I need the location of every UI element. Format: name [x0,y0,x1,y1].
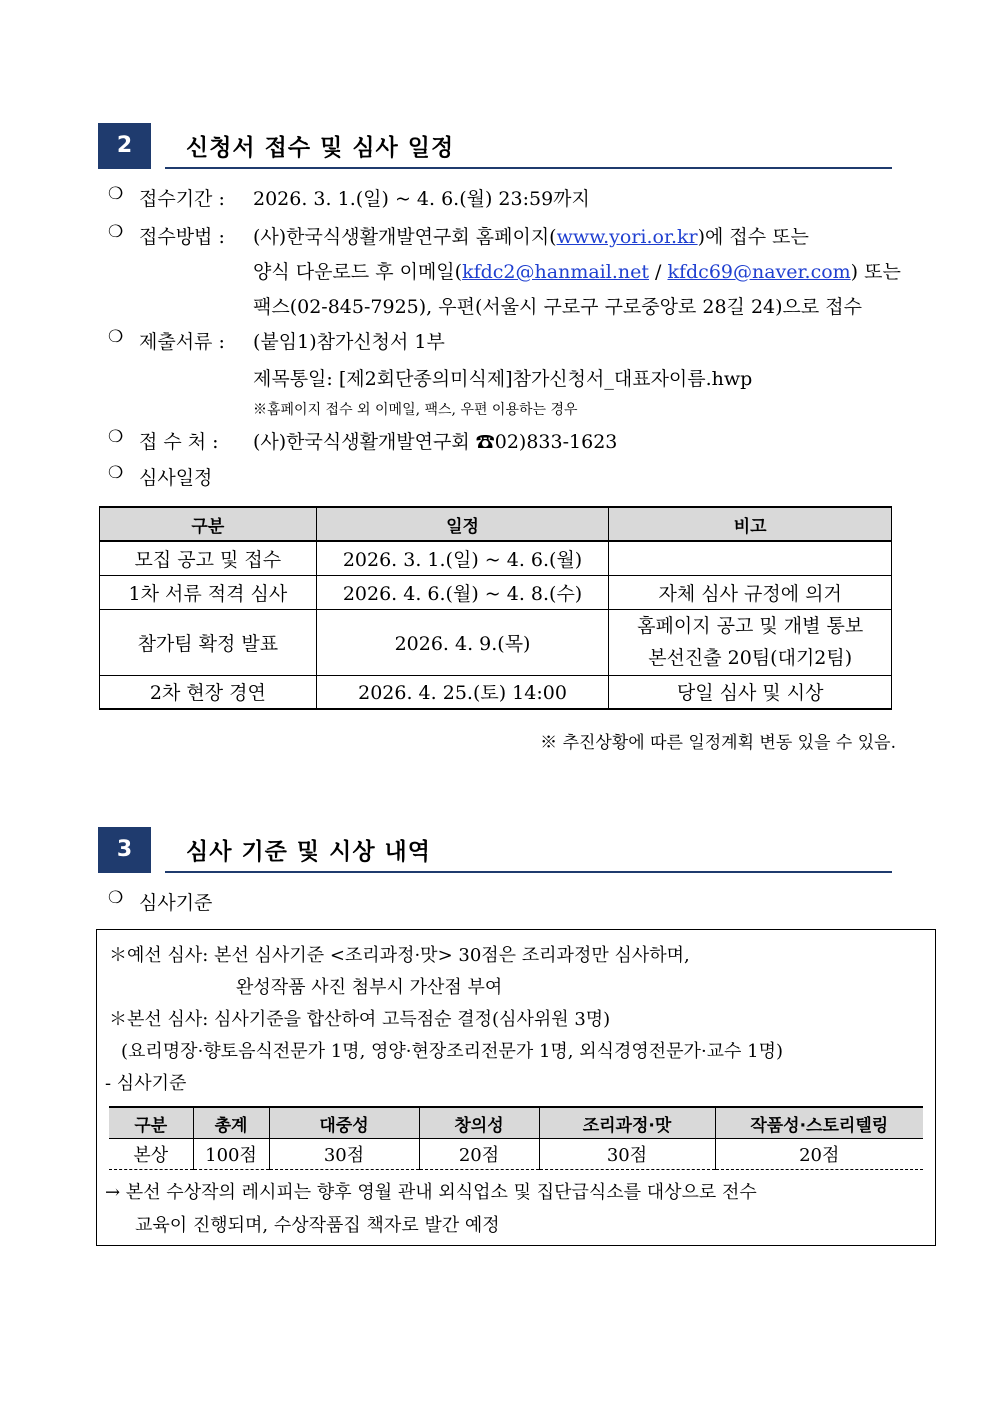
method-line-3: 팩스(02-845-7925), 우편(서울시 구로구 구로중앙로 28길 24)으로 접수 [253,296,862,318]
table-cell: 30점 [269,1139,419,1170]
table-cell: 2차 현장 경연 [100,675,317,709]
table-row [109,1139,923,1170]
header-cell: 구분 [100,507,317,541]
bullet-circle: ❍ [108,327,124,347]
section-underline [165,871,892,873]
table-cell: 본상 [109,1139,193,1170]
box-line-recipe-2: 교육이 진행되며, 수상작품집 책자로 발간 예정 [135,1215,500,1236]
table-cell: 20점 [419,1139,539,1170]
table-cell: 2026. 4. 6.(월) ~ 4. 8.(수) [316,575,609,609]
table-cell: 30점 [539,1139,715,1170]
box-line-prelim: ＊예선 심사: 본선 심사기준 <조리과정·맛> 30점은 조리과정만 심사하며, [109,945,690,966]
table-cell: 2026. 4. 9.(목) [316,609,609,675]
header-cell: 총계 [193,1107,269,1139]
section-underline [165,167,892,169]
header-cell: 작품성·스토리텔링 [715,1107,923,1139]
table-row [100,541,892,575]
table-cell [609,541,892,575]
table-cell: 1차 서류 적격 심사 [100,575,317,609]
table-header-row [109,1107,923,1139]
bullet-circle: ❍ [108,888,124,908]
method-label: 접수방법 : [139,226,225,248]
section-title: 심사 기준 및 시상 내역 [186,839,431,865]
header-cell: 구분 [109,1107,193,1139]
table-row [100,675,892,709]
bullet-circle: ❍ [108,463,124,483]
table-cell: 모집 공고 및 접수 [100,541,317,575]
table-cell: 100점 [193,1139,269,1170]
header-cell: 조리과정·맛 [539,1107,715,1139]
docs-line-1: (붙임1)참가신청서 1부 [253,331,445,353]
header-cell: 일정 [316,507,609,541]
table-cell: 홈페이지 공고 및 개별 통보 본선진출 20팀(대기2팀) [609,609,892,675]
bullet-circle: ❍ [108,427,124,447]
box-line-prelim-2: 완성작품 사진 첨부시 가산점 부여 [236,977,503,998]
table-cell: 20점 [715,1139,923,1170]
section-number: 2 [98,123,151,169]
period-value: 2026. 3. 1.(일) ~ 4. 6.(월) 23:59까지 [253,188,590,210]
section-title: 신청서 접수 및 심사 일정 [186,135,455,161]
period-label: 접수기간 : [139,188,225,210]
box-line-judges: (요리명장·향토음식전문가 1명, 영양·현장조리전문가 1명, 외식경영전문가·교수 1명) [121,1041,784,1062]
criteria-box [96,929,936,1246]
section-number: 3 [98,827,151,873]
homepage-link[interactable]: www.yori.or.kr [556,226,698,248]
schedule-label: 심사일정 [139,467,213,489]
office-label: 접 수 처 : [139,431,219,453]
bullet-circle: ❍ [108,184,124,204]
table-cell: 2026. 3. 1.(일) ~ 4. 6.(월) [316,541,609,575]
table-cell: 자체 심사 규정에 의거 [609,575,892,609]
office-value: (사)한국식생활개발연구회 ☎02)833-1623 [253,431,618,453]
docs-line-2: 제목통일: [제2회단종의미식제]참가신청서_대표자이름.hwp [253,368,753,390]
section-2-header [98,123,892,169]
table-cell: 2026. 4. 25.(토) 14:00 [316,675,609,709]
table-row [100,609,892,675]
schedule-footnote: ※ 추진상황에 따른 일정계획 변동 있을 수 있음. [540,733,896,753]
header-cell: 비고 [609,507,892,541]
header-cell: 창의성 [419,1107,539,1139]
box-line-final: ＊본선 심사: 심사기준을 합산하여 고득점순 결정(심사위원 3명) [109,1009,611,1030]
table-row [100,575,892,609]
box-line-recipe: → 본선 수상작의 레시피는 향후 영월 관내 외식업소 및 집단급식소를 대상으로 전수 [105,1182,757,1203]
table-header-row [100,507,892,541]
table-cell: 참가팀 확정 발표 [100,609,317,675]
box-line-criteria: - 심사기준 [105,1073,187,1094]
email-link-hanmail[interactable]: kfdc2@hanmail.net [462,261,649,283]
method-line-2: 양식 다운로드 후 이메일(kfdc2@hanmail.net / kfdc69@naver.com) 또는 [253,261,901,283]
bullet-circle: ❍ [108,222,124,242]
docs-note: ※홈페이지 접수 외 이메일, 팩스, 우편 이용하는 경우 [253,402,578,418]
method-line-1: (사)한국식생활개발연구회 홈페이지(www.yori.or.kr)에 접수 또는 [253,226,809,248]
criteria-table [109,1106,923,1170]
header-cell: 대중성 [269,1107,419,1139]
docs-label: 제출서류 : [139,331,225,353]
schedule-table [99,506,892,710]
criteria-label: 심사기준 [139,892,213,914]
table-cell: 당일 심사 및 시상 [609,675,892,709]
email-link-naver[interactable]: kfdc69@naver.com [667,261,851,283]
section-3-header [98,827,892,873]
